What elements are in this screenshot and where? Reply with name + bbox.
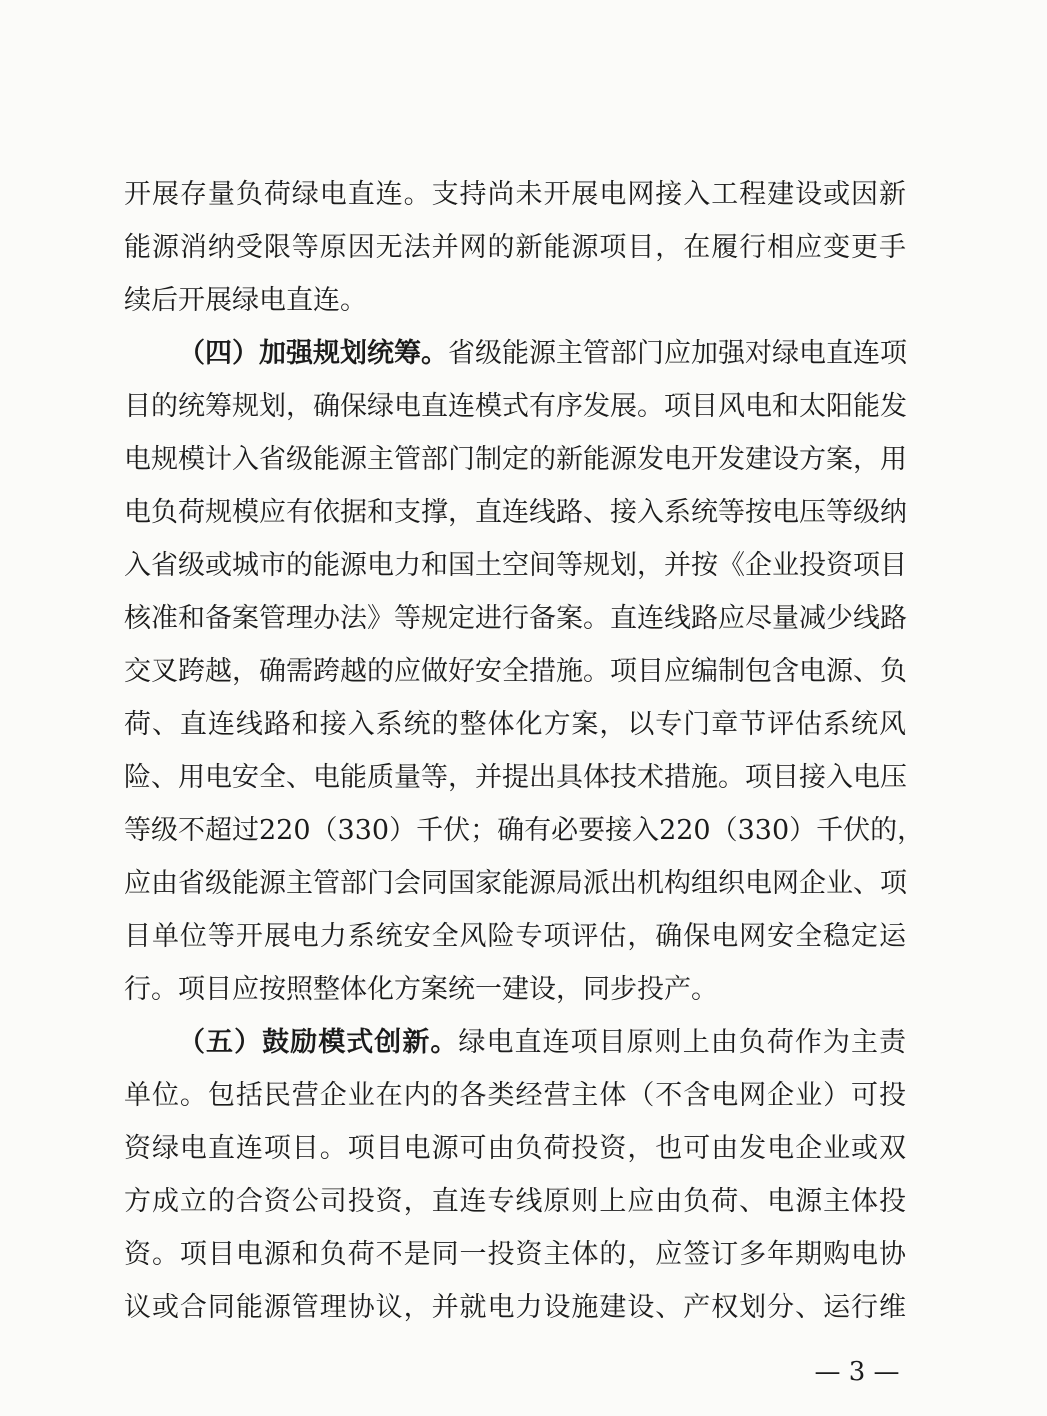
text-line: 等级不超过220（330）千伏；确有必要接入220（330）千伏的，	[124, 815, 925, 846]
text-line: 目单位等开展电力系统安全风险专项评估，确保电网安全稳定运	[124, 921, 906, 952]
text-line: 目的统筹规划，确保绿电直连模式有序发展。项目风电和太阳能发	[124, 391, 907, 422]
text-line: 荷、直连线路和接入系统的整体化方案，以专门章节评估系统风	[124, 709, 906, 740]
text-line: 方成立的合资公司投资，直连专线原则上应由负荷、电源主体投	[124, 1186, 906, 1217]
text-span: 省级能源主管部门应加强对绿电直连项	[448, 338, 907, 369]
text-line: 议或合同能源管理协议，并就电力设施建设、产权划分、运行维	[124, 1292, 906, 1323]
text-line: 资绿电直连项目。项目电源可由负荷投资，也可由发电企业或双	[124, 1133, 906, 1164]
text-line: 应由省级能源主管部门会同国家能源局派出机构组织电网企业、项	[124, 868, 907, 899]
text-line: 电规模计入省级能源主管部门制定的新能源发电开发建设方案，用	[124, 444, 907, 475]
text-line: 续后开展绿电直连。	[124, 285, 367, 316]
text-line: 险、用电安全、电能质量等，并提出具体技术措施。项目接入电压	[124, 762, 907, 793]
text-line: 资。项目电源和负荷不是同一投资主体的，应签订多年期购电协	[124, 1239, 906, 1270]
section-heading-line	[178, 327, 906, 380]
text-line: 入省级或城市的能源电力和国土空间等规划，并按《企业投资项目	[124, 550, 907, 581]
section-heading: （五）鼓励模式创新。	[178, 1027, 459, 1058]
section-heading-line	[178, 1016, 906, 1069]
text-line: 行。项目应按照整体化方案统一建设，同步投产。	[124, 974, 718, 1005]
text-line: 单位。包括民营企业在内的各类经营主体（不含电网企业）可投	[124, 1080, 906, 1111]
text-line: 开展存量负荷绿电直连。支持尚未开展电网接入工程建设或因新	[124, 179, 906, 210]
text-line: 电负荷规模应有依据和支撑，直连线路、接入系统等按电压等级纳	[124, 497, 907, 528]
text-line: 能源消纳受限等原因无法并网的新能源项目，在履行相应变更手	[124, 232, 906, 263]
text-line: 核准和备案管理办法》等规定进行备案。直连线路应尽量减少线路	[124, 603, 907, 634]
section-heading: （四）加强规划统筹。	[178, 338, 448, 369]
page-number: — 3 —	[814, 1357, 900, 1387]
text-span: 绿电直连项目原则上由负荷作为主责	[458, 1027, 907, 1058]
text-line: 交叉跨越，确需跨越的应做好安全措施。项目应编制包含电源、负	[124, 656, 907, 687]
